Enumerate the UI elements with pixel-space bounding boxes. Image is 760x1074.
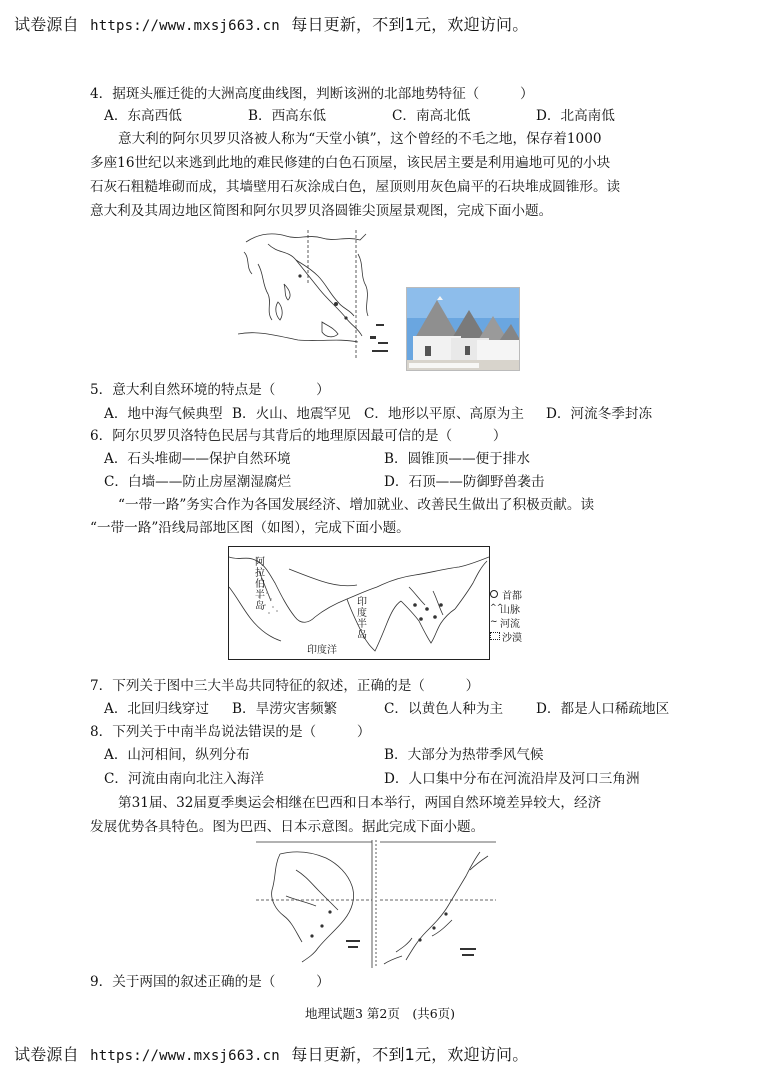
banner-url[interactable]: https://www.mxsj663.cn [90, 18, 280, 34]
trulli-photo-drawing [407, 288, 519, 370]
legend-capital: 首都 [502, 590, 522, 602]
question-4-options [104, 106, 664, 126]
option-b[interactable]: B．大部分为热带季风气候 [384, 747, 544, 763]
brazil-japan-maps [256, 840, 496, 968]
question-7-options [104, 699, 704, 719]
option-d[interactable]: D．人口集中分布在河流沿岸及河口三角洲 [384, 771, 640, 787]
question-6-options-row-2 [104, 472, 684, 492]
question-6-options-row-1 [104, 449, 684, 469]
legend-desert: 沙漠 [502, 632, 522, 644]
desert-icon [490, 632, 500, 640]
question-4-stem: 4．据斑头雁迁徙的大洲高度曲线图，判断该洲的北部地势特征（ ） [90, 86, 534, 102]
label-indian-ocean: 印度洋 [307, 645, 337, 656]
option-d[interactable]: D．石顶——防御野兽袭击 [384, 474, 545, 490]
option-a[interactable]: A．地中海气候典型 [104, 406, 223, 422]
option-a[interactable]: A．山河相间，纵列分布 [104, 747, 250, 763]
banner-prefix: 试卷源自 [14, 1045, 79, 1064]
legend-mountain: 山脉 [500, 604, 520, 616]
passage-1-line-3: 石灰石粗糙堆砌而成，其墙壁用石灰涂成白色，屋顶则用灰色扁平的石块堆成圆锥形。读 [90, 179, 621, 195]
banner-prefix: 试卷源自 [14, 15, 79, 34]
map-legend [490, 588, 540, 644]
question-6-stem: 6．阿尔贝罗贝洛特色民居与其背后的地理原因最可信的是（ ） [90, 428, 507, 444]
question-8-options-row-2 [104, 769, 704, 789]
belt-and-road-map [228, 546, 490, 660]
capital-icon [490, 590, 498, 598]
mountain-icon: ^^ [490, 603, 504, 612]
brazil-japan-drawing [256, 840, 496, 968]
option-b[interactable]: B．旱涝灾害频繁 [232, 701, 338, 717]
banner-suffix: 每日更新，不到1元，欢迎访问。 [291, 15, 529, 34]
italy-map-drawing [238, 224, 400, 362]
option-c[interactable]: C．以黄色人种为主 [384, 701, 504, 717]
option-c[interactable]: C．地形以平原、高原为主 [364, 406, 524, 422]
option-c[interactable]: C．白墙——防止房屋潮湿腐烂 [104, 474, 292, 490]
river-icon: ~ [490, 617, 498, 627]
passage-1-line-2: 多座16世纪以来逃到此地的难民修建的白色石顶屋，该民居主要是利用遍地可见的小块 [90, 155, 611, 171]
legend-river: 河流 [500, 618, 520, 630]
banner-suffix: 每日更新，不到1元，欢迎访问。 [291, 1045, 529, 1064]
banner-url[interactable]: https://www.mxsj663.cn [90, 1048, 280, 1064]
passage-1-line-4: 意大利及其周边地区简图和阿尔贝罗贝洛圆锥尖顶屋景观图，完成下面小题。 [90, 203, 553, 219]
option-a[interactable]: A．石头堆砌——保护自然环境 [104, 451, 291, 467]
passage-3-line-1: 第31届、32届夏季奥运会相继在巴西和日本举行，两国自然环境差异较大，经济 [118, 795, 602, 811]
label-arabia: 阿拉伯半岛 [255, 557, 265, 612]
option-d[interactable]: D．都是人口稀疏地区 [536, 701, 670, 717]
option-d[interactable]: D．河流冬季封冻 [546, 406, 653, 422]
option-b[interactable]: B．火山、地震罕见 [232, 406, 351, 422]
label-india: 印度半岛 [357, 597, 367, 641]
question-7-stem: 7．下列关于图中三大半岛共同特征的叙述，正确的是（ ） [90, 678, 480, 694]
option-b[interactable]: B．圆锥顶——便于排水 [384, 451, 530, 467]
option-b[interactable]: B．西高东低 [248, 108, 326, 124]
option-c[interactable]: C．河流由南向北注入海洋 [104, 771, 264, 787]
passage-1-line-1: 意大利的阿尔贝罗贝洛被人称为“天堂小镇”，这个曾经的不毛之地，保存着1000 [118, 131, 602, 147]
page-footer: 地理试题3 第2页 (共6页) [304, 1006, 456, 1021]
option-d[interactable]: D．北高南低 [536, 108, 615, 124]
question-8-stem: 8．下列关于中南半岛说法错误的是（ ） [90, 724, 371, 740]
passage-2-line-1: “一带一路”务实合作为各国发展经济、增加就业、改善民生做出了积极贡献。读 [118, 497, 595, 513]
source-banner-top [14, 12, 528, 35]
option-c[interactable]: C．南高北低 [392, 108, 471, 124]
passage-3-line-2: 发展优势各具特色。图为巴西、日本示意图。据此完成下面小题。 [90, 819, 485, 835]
passage-2-line-2: “一带一路”沿线局部地区图（如图），完成下面小题。 [90, 520, 410, 536]
question-5-stem: 5．意大利自然环境的特点是（ ） [90, 382, 330, 398]
question-5-options [104, 404, 684, 424]
option-a[interactable]: A．北回归线穿过 [104, 701, 209, 717]
question-8-options-row-1 [104, 745, 704, 765]
source-banner-bottom [14, 1042, 528, 1065]
italy-region-map [238, 224, 400, 362]
trulli-houses-photo [406, 287, 520, 371]
option-a[interactable]: A．东高西低 [104, 108, 182, 124]
question-9-stem: 9．关于两国的叙述正确的是（ ） [90, 974, 330, 990]
